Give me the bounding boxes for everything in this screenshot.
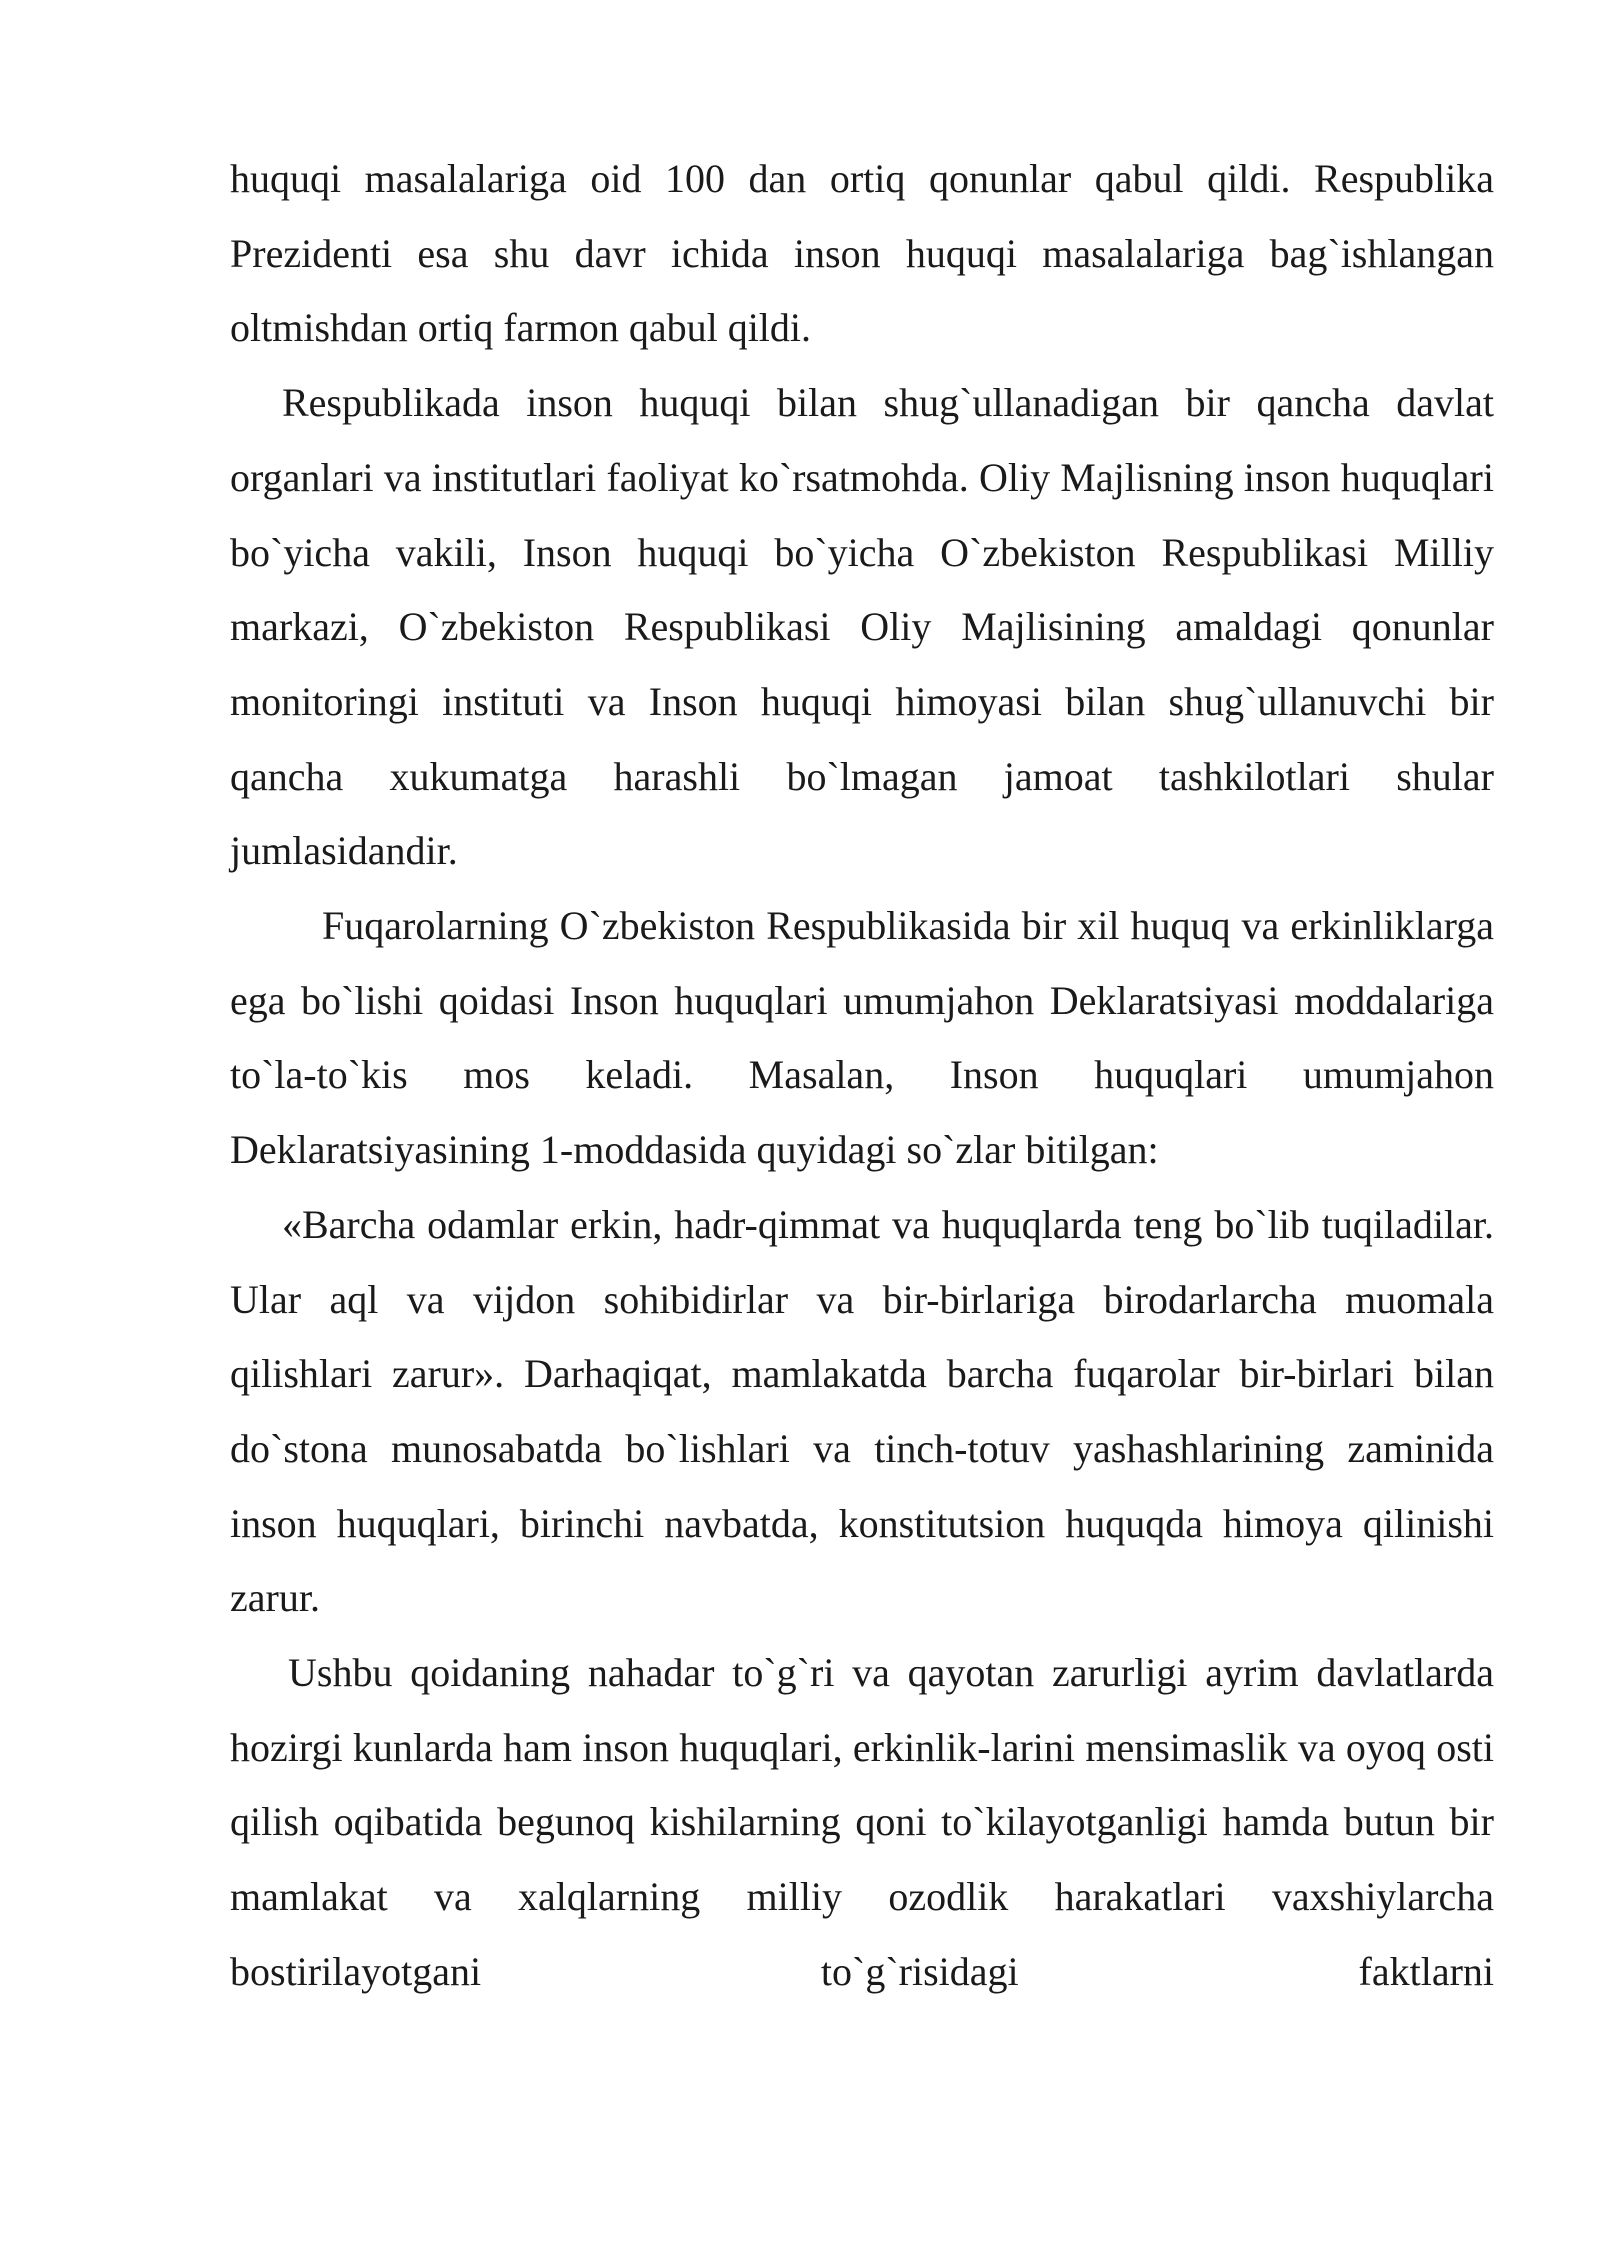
- paragraph-2: Respublikada inson huquqi bilan shug`ullanadigan bir qancha davlat organlari va institutlari faoliyat ko`rsatmohda. Oliy Majlisning inson huquqlari bo`yicha vakili, Inson huquqi bo`yicha O`zbekiston Respublikasi Milliy markazi, O`zbekiston Respublikasi Oliy Majlisining amaldagi qonunlar monitoringi instituti va Inson huquqi himoyasi bilan shug`ullanuvchi bir qancha xukumatga harashli bo`lmagan jamoat tashkilotlari shular jumlasidandir.: [230, 380, 1494, 874]
- paragraph-5: Ushbu qoidaning nahadar to`g`ri va qayotan zarurligi ayrim davlatlarda hozirgi kunlarda ham inson huquqlari, erkinlik-larini mensimaslik va oyoq osti qilish oqibatida begunoq kishilarning qoni to`kilayotganligi hamda butun bir mamlakat va xalqlarning milliy ozodlik harakatlari vaxshiylarcha bostirilayotgani to`g`risidagi faktlarni: [230, 1650, 1494, 1994]
- document-body: [230, 142, 1494, 2010]
- paragraph-1: huquqi masalalariga oid 100 dan ortiq qonunlar qabul qildi. Respublika Prezidenti esa shu davr ichida inson huquqi masalalariga bag`ishlangan oltmishdan ortiq farmon qabul qildi.: [230, 156, 1494, 351]
- paragraph-3: Fuqarolarning O`zbekiston Respublikasida bir xil huquq va erkinliklarga ega bo`lishi qoidasi Inson huquqlari umumjahon Deklaratsiyasi moddalariga to`la-to`kis mos keladi. Masalan, Inson huquqlari umumjahon Deklaratsiyasining 1-moddasida quyidagi so`zlar bitilgan:: [230, 903, 1494, 1173]
- paragraph-4-quote: «Barcha odamlar erkin, hadr-qimmat va huquqlarda teng bo`lib tuqiladilar. Ular aql va vijdon sohibidirlar va bir-birlariga birodarlarcha muomala qilishlari zarur». Darhaqiqat, mamlakatda barcha fuqarolar bir-birlari bilan do`stona munosabatda bo`lishlari va tinch-totuv yashashlarining zaminida inson huquqlari, birinchi navbatda, konstitutsion huquqda himoya qilinishi zarur.: [230, 1201, 1494, 1621]
